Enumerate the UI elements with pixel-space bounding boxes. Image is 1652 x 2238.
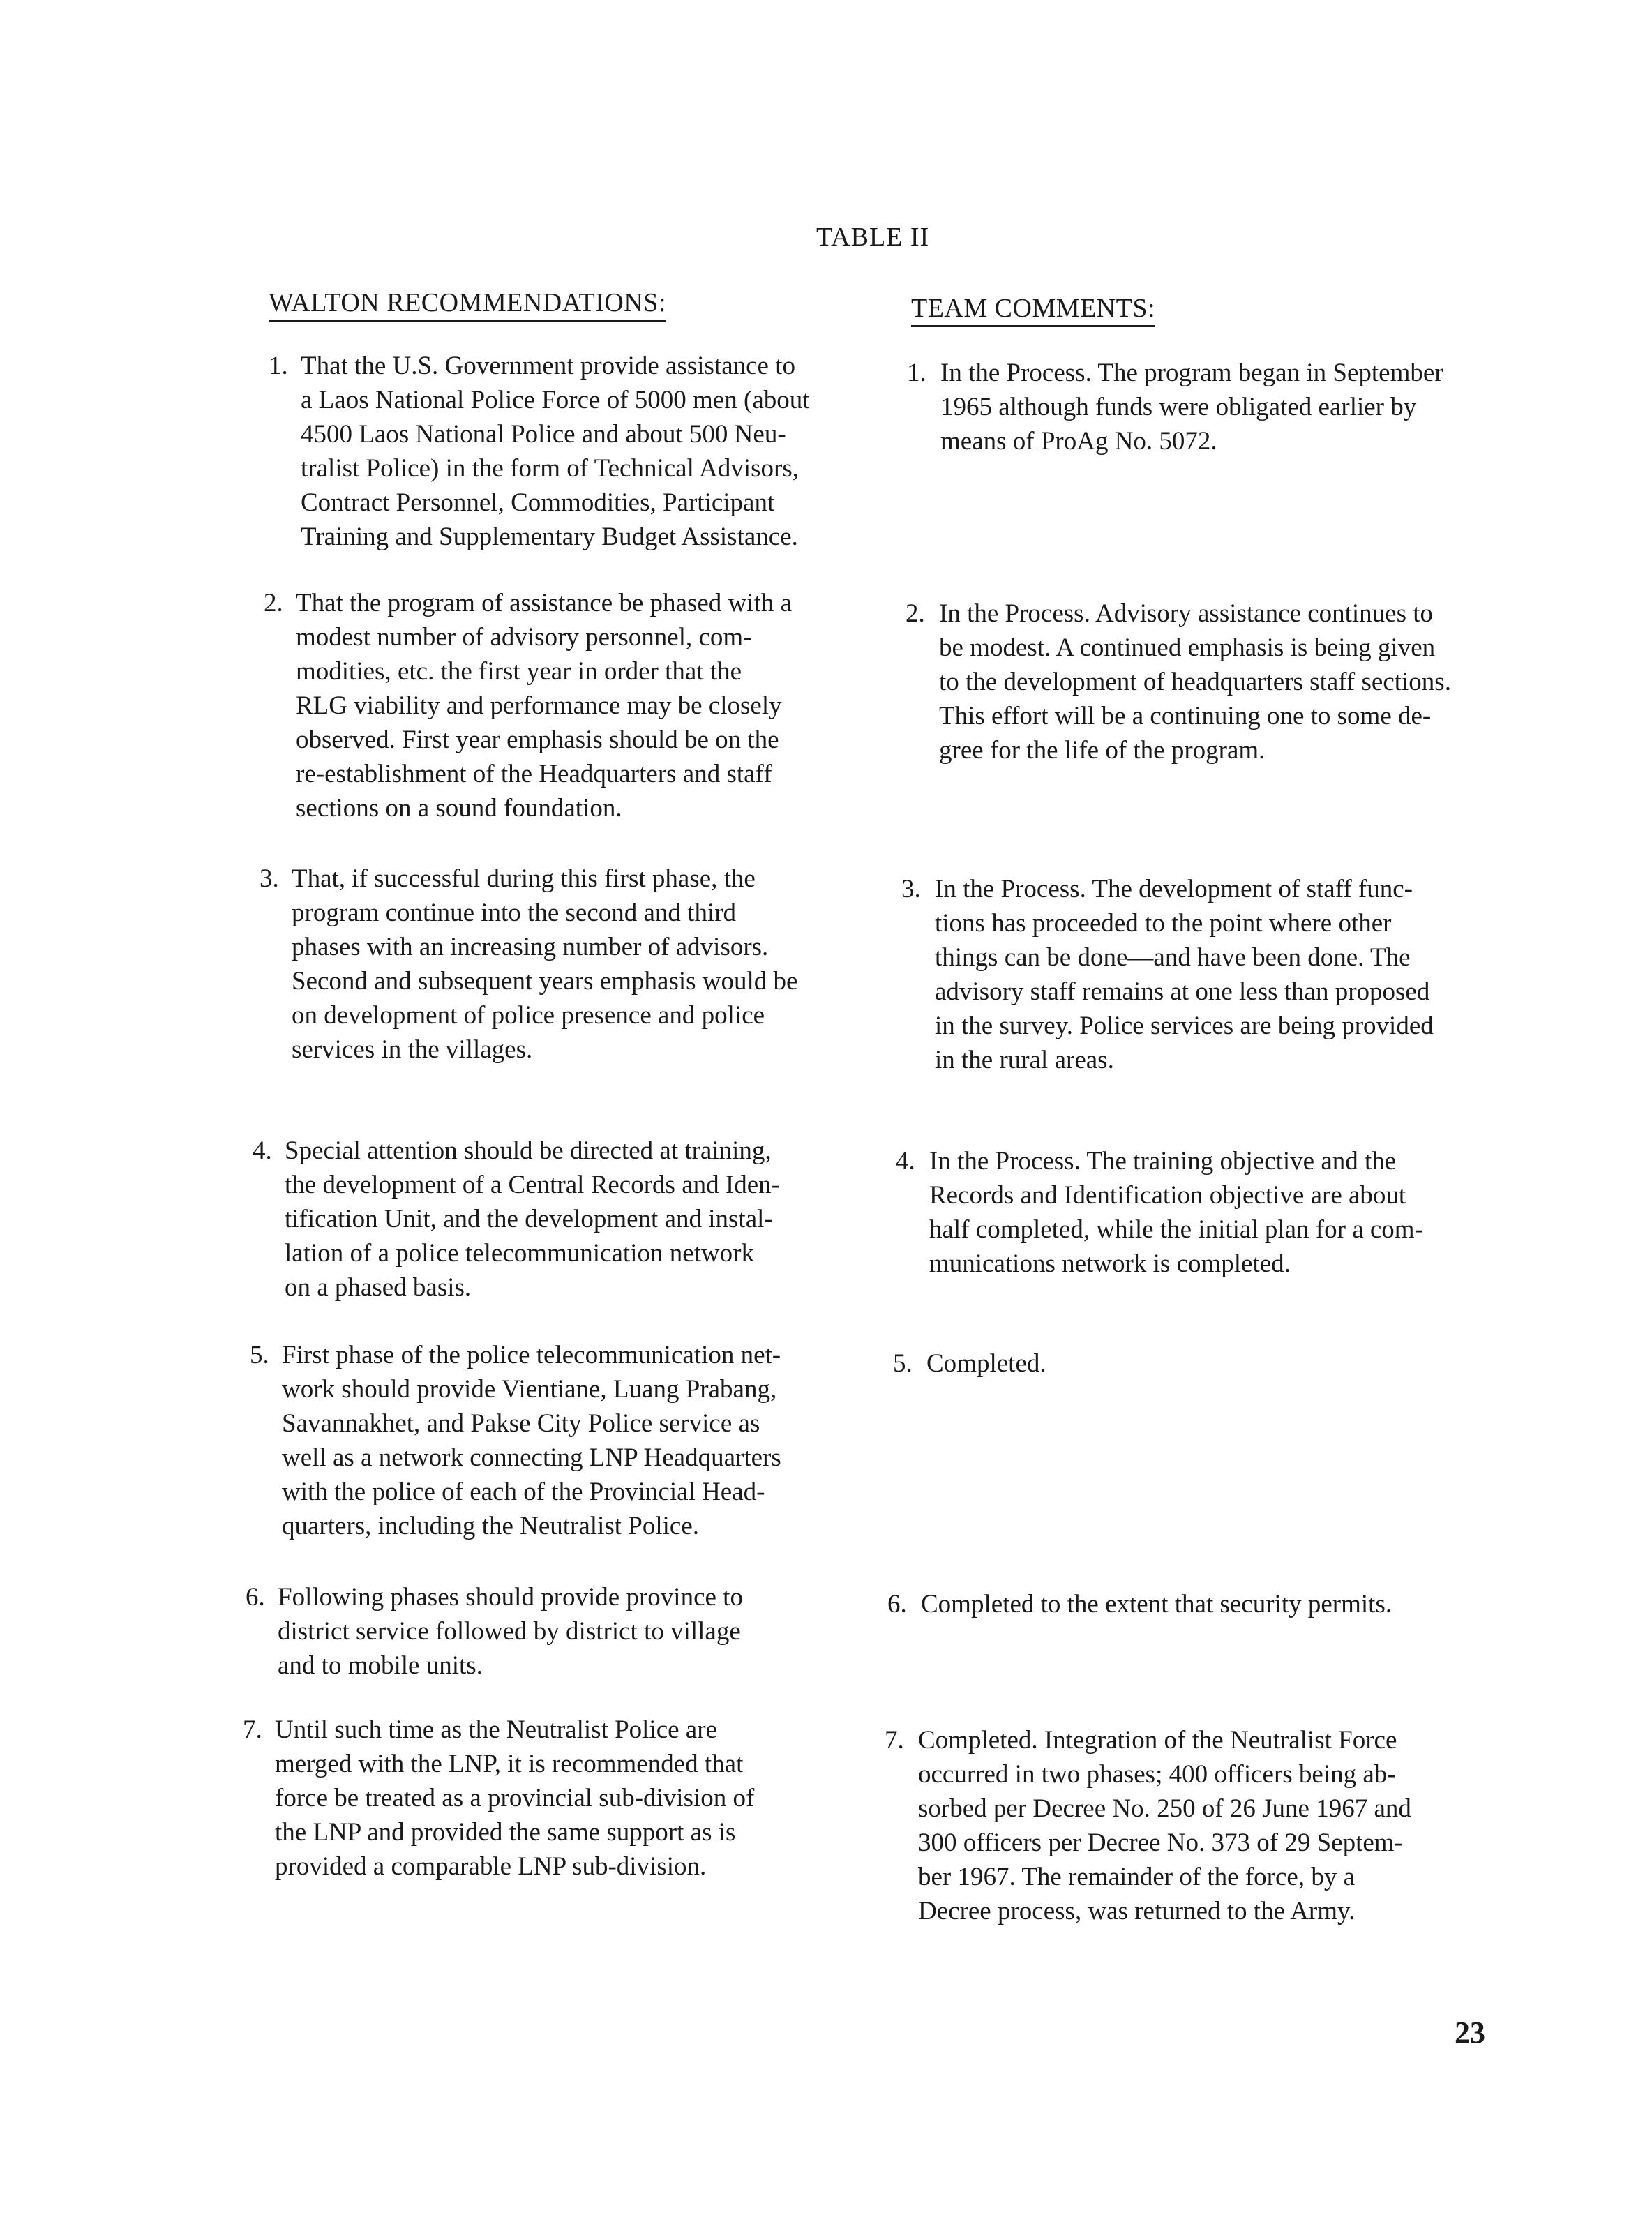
item-text: Following phases should provide province to district service followed by district to village and to mobile units. [278, 1583, 743, 1680]
item-text: That the program of assistance be phased with a modest number of advisory personnel, com- modities, etc. the first year in order that the RLG viability and performance may be closely observed. First year emphasis should be on the re-establishment of the Headquarters and staff sections on a sound foundation. [296, 589, 792, 823]
right-column-header: TEAM COMMENTS: [911, 293, 1155, 327]
item-text: First phase of the police telecommunication net- work should provide Vientiane, Luang Prabang, Savannakhet, and Pakse City Police service as well as a network connecting LNP Headquarters with the police of each of the Provincial Head- quarters, including the Neutralist Police. [282, 1341, 781, 1540]
item-number: 6. [887, 1590, 907, 1619]
item-text: In the Process. The development of staff func- tions has proceeded to the point where other things can be done—and have been done. The advisory staff remains at one less than proposed in the survey. Police services are being provided in the rural areas. [935, 875, 1434, 1074]
item-number: 5. [893, 1349, 913, 1378]
item-number: 6. [246, 1583, 265, 1612]
item-number: 7. [885, 1726, 904, 1755]
item-text: Special attention should be directed at training, the development of a Central Records and Iden- tification Unit, and the development and instal- lation of a police telecommunication network on a phased basis. [285, 1136, 780, 1302]
item-number: 4. [896, 1147, 915, 1176]
page-title: TABLE II [816, 223, 930, 252]
comment-item [885, 1723, 1546, 1928]
item-text: Completed. [926, 1349, 1046, 1378]
item-number: 1. [907, 359, 926, 387]
item-text: In the Process. The training objective and the Records and Identification objective are about half completed, while the initial plan for a com- munications network is completed. [929, 1147, 1423, 1278]
item-text: That the U.S. Government provide assistance to a Laos National Police Force of 5000 men (about 4500 Laos National Police and about 500 Neu- tralist Police) in the form of Technical Advisors, Contract Personnel, Commodities, Participant Training and Supplementary Budget Assistance. [301, 352, 810, 551]
item-text: Completed to the extent that security permits. [921, 1590, 1392, 1619]
item-text: Completed. Integration of the Neutralist Force occurred in two phases; 400 officers being ab- sorbed per Decree No. 250 of 26 June 1967 and 300 officers per Decree No. 373 of 29 Septem- ber 1967. The remainder of the force, by a Decree process, was returned to the Army. [918, 1726, 1411, 1925]
recommendation-item [260, 862, 906, 1067]
comment-item [907, 356, 1568, 458]
recommendation-item [264, 586, 910, 825]
recommendation-item [250, 1338, 896, 1543]
recommendation-item [246, 1580, 892, 1683]
recommendation-item [243, 1713, 889, 1884]
item-number: 2. [264, 589, 283, 617]
item-text: In the Process. Advisory assistance continues to be modest. A continued emphasis is being given to the development of headquarters staff sections. This effort will be a continuing one to some de- gree for the life of the program. [939, 599, 1451, 765]
page-number: 23 [1455, 2015, 1485, 2050]
comment-item [901, 872, 1563, 1077]
item-number: 7. [243, 1715, 262, 1744]
item-number: 3. [260, 864, 279, 893]
recommendation-item [269, 349, 915, 554]
item-text: Until such time as the Neutralist Police are merged with the LNP, it is recommended that force be treated as a provincial sub-division of the LNP and provided the same support as is provided a comparable LNP sub-division. [275, 1715, 755, 1881]
item-text: In the Process. The program began in September 1965 although funds were obligated earlier by means of ProAg No. 5072. [940, 359, 1443, 456]
recommendation-item [253, 1134, 899, 1305]
comment-item [906, 596, 1567, 767]
item-text: That, if successful during this first phase, the program continue into the second and third phases with an increasing number of advisors. Second and subsequent years emphasis would be on development of police presence and police services in the villages. [292, 864, 798, 1064]
comment-item [887, 1587, 1549, 1621]
item-number: 2. [906, 599, 925, 628]
item-number: 4. [253, 1136, 272, 1165]
item-number: 3. [901, 875, 921, 903]
comment-item [896, 1144, 1557, 1281]
left-column-header: WALTON RECOMMENDATIONS: [269, 287, 666, 322]
item-number: 5. [250, 1341, 269, 1369]
comment-item [893, 1346, 1554, 1381]
item-number: 1. [269, 352, 288, 380]
